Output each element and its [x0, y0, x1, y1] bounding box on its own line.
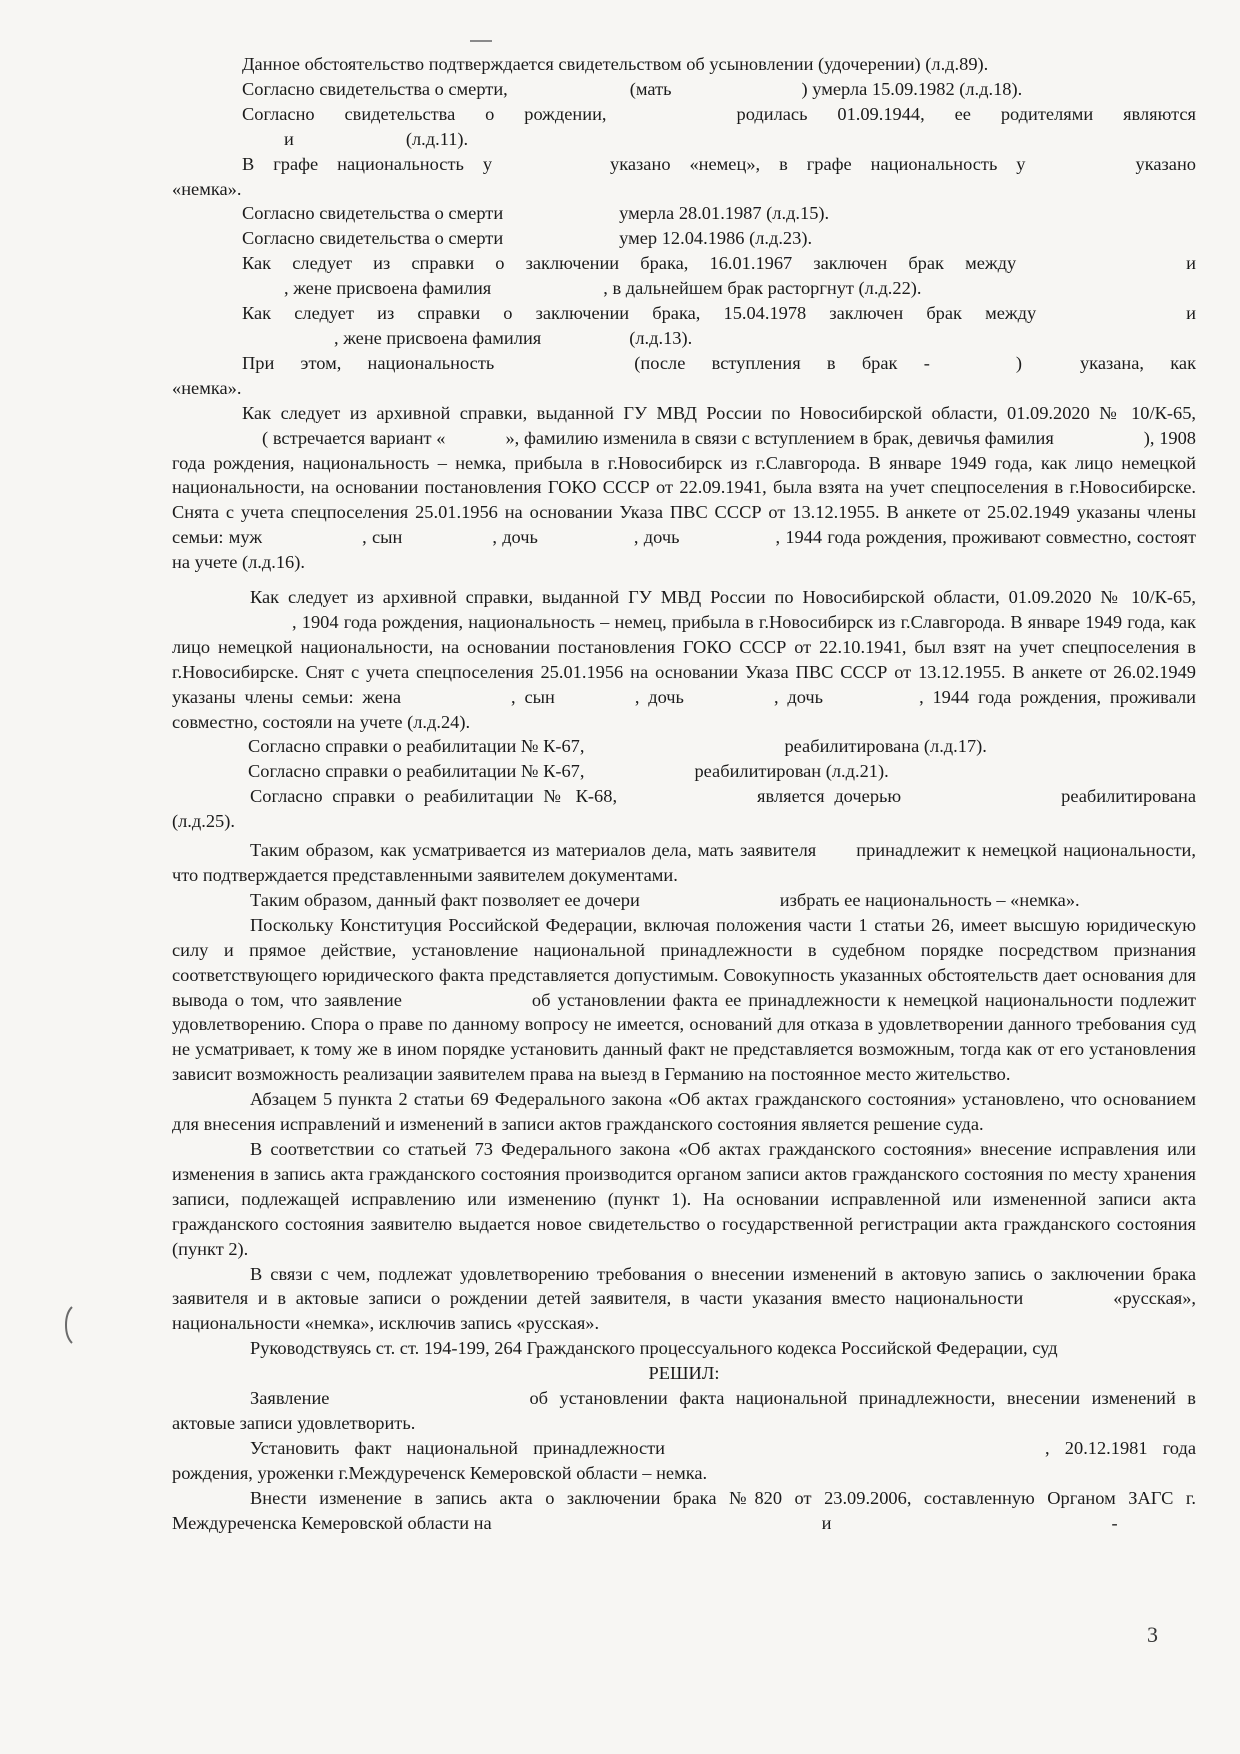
scan-mark-icon: [60, 1305, 76, 1345]
paragraph: [172, 784, 1196, 834]
text: реабилитирован (л.д.21).: [694, 761, 889, 782]
text: (мать: [629, 78, 672, 99]
text: , жене присвоена фамилия: [284, 278, 492, 299]
text: Как следует из справки о заключении брака, 15.04.1978 заключен брак между: [242, 303, 1037, 324]
text: и: [1186, 253, 1196, 274]
text: , дочь: [492, 527, 538, 548]
text: Руководствуясь ст. ст. 194-199, 264 Гражданского процессуального кодекса Российской Федерации, суд: [250, 1338, 1058, 1359]
text: Согласно справки о реабилитации № К-68,: [250, 786, 618, 807]
text: реабилитирована (л.д.17).: [784, 736, 987, 757]
decision-heading: [172, 1361, 1196, 1386]
text: является дочерью: [757, 786, 902, 807]
paragraph: [284, 276, 1196, 301]
text: умер 12.04.1986 (л.д.23).: [619, 228, 813, 249]
paragraph: [248, 734, 1196, 759]
text: реабилитирована (л.д.25).: [172, 786, 1196, 832]
text: избрать ее национальность – «немка».: [779, 889, 1080, 910]
text: и: [284, 128, 294, 149]
text: При этом, национальность: [242, 352, 495, 373]
paragraph: [172, 1486, 1196, 1536]
text: Согласно справки о реабилитации № К-67,: [248, 736, 585, 757]
paragraph: [242, 251, 1196, 276]
text: Внести изменение в запись акта о заключении брака №820 от 23.09.2006, составленную Органом ЗАГС г. Междуреченска Кемеровской области на: [172, 1487, 1196, 1533]
text: Таким образом, данный факт позволяет ее дочери: [250, 889, 640, 910]
paragraph: [172, 888, 1196, 913]
text: «русская», национальности «немка», исключив запись «русская».: [172, 1288, 1196, 1334]
text: и: [821, 1512, 832, 1533]
text: Как следует из архивной справки, выданной ГУ МВД России по Новосибирской области, 01.09.2020 № 10/К-65,: [250, 587, 1196, 608]
text: , 20.12.1981 года рождения, уроженки г.Междуреченск Кемеровской области – немка.: [172, 1437, 1196, 1483]
scan-dash-icon: [468, 38, 494, 44]
paragraph: [242, 102, 1196, 127]
text: (л.д.13).: [629, 327, 693, 348]
page-number: 3: [1147, 1622, 1158, 1647]
text: , в дальнейшем брак расторгнут (л.д.22).: [603, 278, 922, 299]
paragraph: [242, 201, 1196, 226]
paragraph: [172, 1262, 1196, 1337]
text: Таким образом, как усматривается из материалов дела, мать заявителя: [250, 840, 817, 861]
text: указано «немец», в графе национальность у: [610, 153, 1026, 174]
text: , дочь: [633, 527, 680, 548]
text: «немка».: [172, 178, 242, 199]
text: , дочь: [773, 686, 824, 707]
paragraph: [172, 376, 1196, 401]
paragraph: [172, 1436, 1196, 1486]
text: ) умерла 15.09.1982 (л.д.18).: [801, 78, 1023, 99]
text: Как следует из архивной справки, выданной ГУ МВД России по Новосибирской области, 01.09.2020 № 10/К-65,: [242, 402, 1196, 423]
paragraph: [172, 1336, 1196, 1361]
text: , сын: [511, 686, 555, 707]
text: Согласно свидетельства о смерти: [242, 203, 504, 224]
text: Согласно свидетельства о рождении,: [242, 103, 607, 124]
text: , жене присвоена фамилия: [334, 327, 542, 348]
paragraph: [242, 52, 1196, 77]
text: родилась 01.09.1944, ее родителями являются: [736, 103, 1197, 124]
paragraph: [242, 226, 1196, 251]
paragraph: [334, 326, 1196, 351]
document-body: [172, 52, 1196, 1535]
paragraph: [172, 177, 1196, 202]
text: и: [1186, 303, 1196, 324]
paragraph: [172, 1137, 1196, 1262]
text: Согласно свидетельства о смерти,: [242, 78, 508, 99]
text: умерла 28.01.1987 (л.д.15).: [619, 203, 830, 224]
text: В связи с чем, подлежат удовлетворению требования о внесении изменений в актовую запись о заключении брака заявителя и в актовые записи о рождении детей заявителя, в части указания вместо национальности: [172, 1263, 1196, 1309]
text: , дочь: [634, 686, 684, 707]
text: указана, как: [1079, 352, 1197, 373]
text: , 1904 года рождения, национальность – немец, прибыла в г.Новосибирск из г.Славгорода. В январе 1949 года, как лицо немецкой национальности, на основании постановления ГОКО СССР от 22.10.1941, был взят на учет спецпоселения в г.Новосибирске. Снят с учета спецпоселения 25.01.1956 на основании Указа ПВС СССР от 13.12.1955. В анкете от 26.02.1949 указаны члены семьи: жена: [172, 611, 1196, 707]
text: -: [1111, 1512, 1118, 1533]
paragraph: [242, 152, 1196, 177]
paragraph: [242, 351, 1196, 376]
paragraph: [172, 1386, 1196, 1436]
text: «немка».: [172, 377, 242, 398]
text: об установлении факта национальной принадлежности, внесении изменений в актовые записи удовлетворить.: [172, 1388, 1196, 1433]
text: Как следует из справки о заключении брака, 16.01.1967 заключен брак между: [242, 253, 1017, 274]
text: , сын: [362, 527, 403, 548]
text: об установлении факта ее принадлежности к немецкой национальности подлежит удовлетворению. Спора о праве по данному вопросу не имеется, оснований для отказа в удовлетворении данного требования суд не усматривает, к тому же в ином порядке установить данный факт не представляется возможным, тогда как от его установления зависит возможность реализации заявителем права на выезд в Германию на постоянное место жительство.: [172, 989, 1196, 1085]
text: (л.д.11).: [405, 128, 469, 149]
paragraph: [242, 77, 1196, 102]
text: Поскольку Конституция Российской Федерации, включая положения части 1 статьи 26, имеет высшую юридическую силу и прямое действие, установление национальной принадлежности в судебном порядке посредством признания соответствующего юридического факта представляется допустимым. Совокупность указанных обстоятельств дает основания для вывода о том, что заявление: [172, 914, 1196, 1010]
paragraph: [172, 585, 1196, 734]
text: ( встречается вариант «: [262, 427, 446, 448]
text: указано: [1135, 153, 1196, 174]
text: принадлежит к немецкой национальности, что подтверждается представленными заявителем документами.: [172, 840, 1196, 885]
text: ), 1908 года рождения, национальность – немка, прибыла в г.Новосибирск из г.Славгорода. В январе 1949 года, как лицо немецкой национальности, на основании постановления ГОКО СССР от 22.09.1941, была взята на учет спецпоселения в г.Новосибирске. Снята с учета спецпоселения 25.01.1956 на основании Указа ПВС СССР от 13.12.1955. В анкете от 25.02.1949 указаны члены семьи: муж: [172, 427, 1196, 548]
text: В соответствии со статьей 73 Федерального закона «Об актах гражданского состояния» внесение исправления или изменения в запись акта гражданского состояния производится органом записи актов гражданского состояния по месту хранения записи, подлежащей исправлению или изменению (пункт 1). На основании исправленной или измененной записи акта гражданского состояния заявителю выдается новое свидетельство о государственной регистрации акта гражданского состояния (пункт 2).: [172, 1138, 1196, 1259]
text: Согласно свидетельства о смерти: [242, 228, 504, 249]
paragraph: [284, 127, 1196, 152]
text: В графе национальность у: [242, 153, 493, 174]
text: Абзацем 5 пункта 2 статьи 69 Федерального закона «Об актах гражданского состояния» установлено, что основанием для внесения исправлений и изменений в записи актов гражданского состояния является решение суда.: [172, 1089, 1196, 1135]
text: Согласно справки о реабилитации № К-67,: [248, 761, 585, 782]
text: , 1944 года рождения, проживают совместно, состоят на учете (л.д.16).: [172, 527, 1196, 573]
text: РЕШИЛ:: [648, 1363, 720, 1384]
text: ): [1015, 352, 1022, 373]
paragraph: [242, 301, 1196, 326]
paragraph: [172, 838, 1196, 888]
text: Данное обстоятельство подтверждается свидетельством об усыновлении (удочерении) (л.д.89).: [242, 54, 989, 74]
text: (после вступления в брак -: [634, 352, 930, 373]
paragraph: [172, 401, 1196, 575]
text: , 1944 года рождения, проживали совместно, состояли на учете (л.д.24).: [172, 686, 1196, 732]
text: Заявление: [250, 1388, 330, 1409]
text: Установить факт национальной принадлежности: [250, 1437, 666, 1458]
paragraph: [172, 913, 1196, 1087]
paragraph: [248, 759, 1196, 784]
paragraph: [172, 1087, 1196, 1137]
text: », фамилию изменила в связи с вступлением в брак, девичья фамилия: [505, 427, 1054, 448]
